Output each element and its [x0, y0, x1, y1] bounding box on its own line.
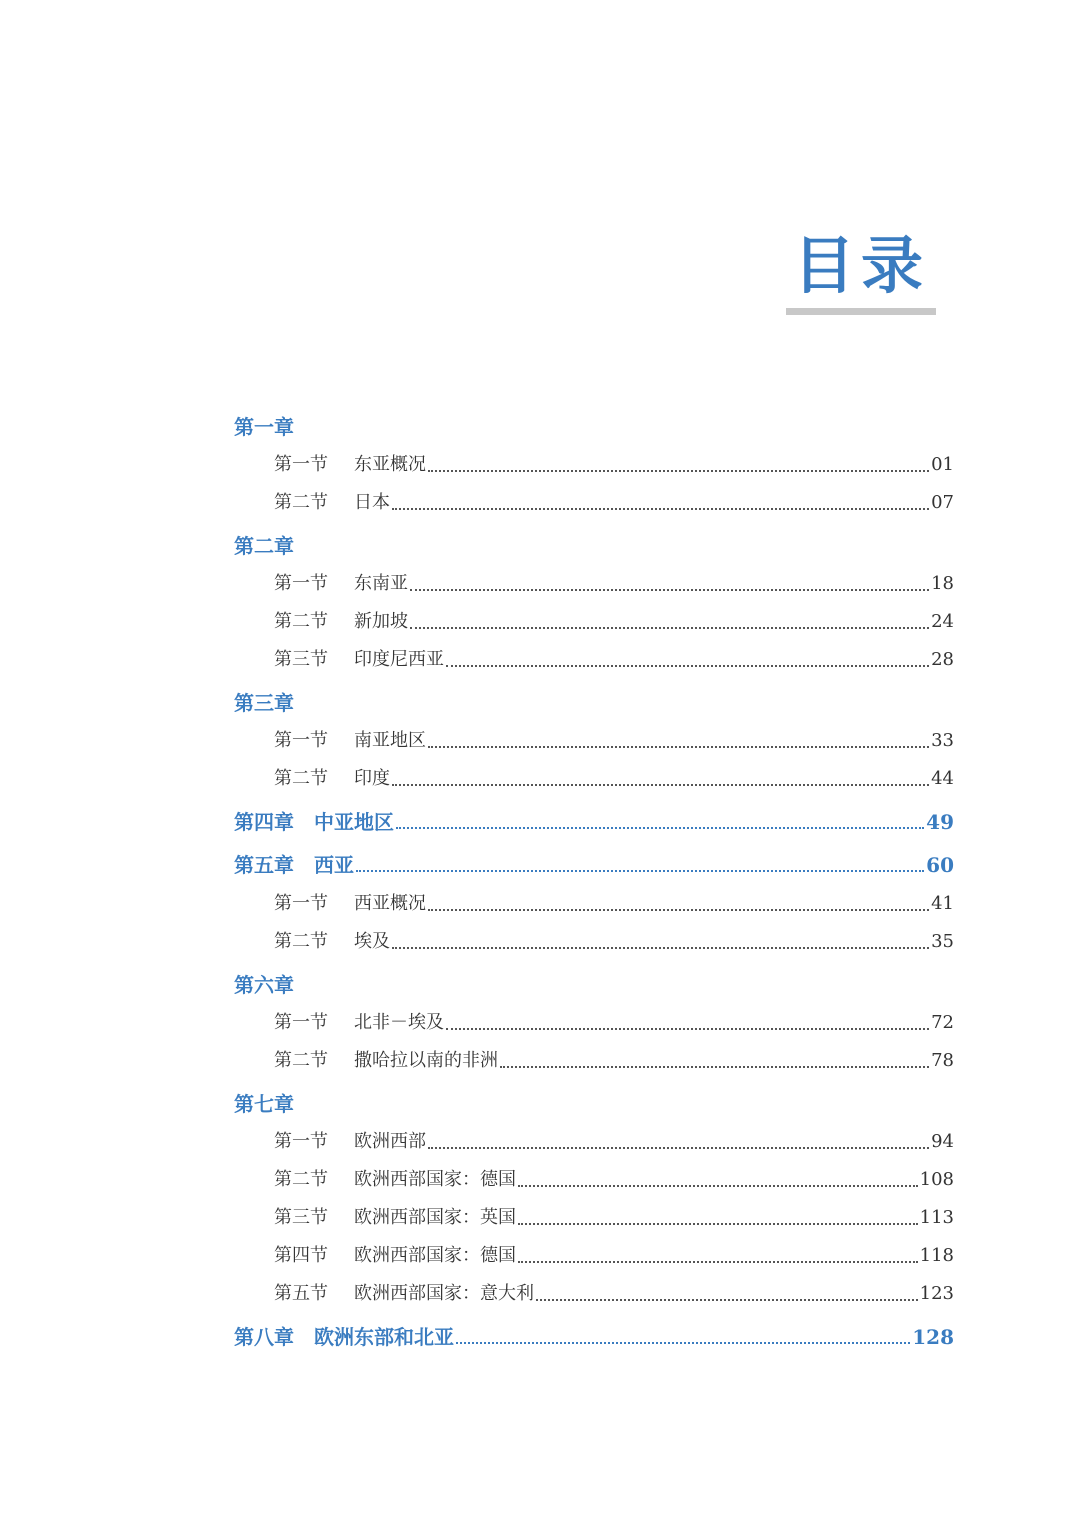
dot-leader	[428, 746, 929, 748]
section-number: 第二节	[274, 1050, 328, 1071]
page-number: 49	[926, 810, 954, 834]
section-number: 第一节	[274, 1012, 328, 1033]
chapter-number: 第七章	[234, 1092, 294, 1116]
toc-chapter-entry[interactable]	[234, 684, 954, 718]
section-number: 第一节	[274, 1131, 328, 1152]
page-number: 41	[931, 893, 954, 914]
page-number: 28	[931, 649, 954, 670]
section-number: 第一节	[274, 573, 328, 594]
toc-section-entry[interactable]	[234, 1042, 954, 1076]
section-title: 欧洲西部国家：英国	[354, 1207, 516, 1228]
toc-chapter-entry[interactable]	[234, 1318, 954, 1352]
dot-leader	[392, 947, 929, 949]
toc-title: 目录	[792, 229, 929, 302]
chapter-number: 第六章	[234, 973, 294, 997]
toc-section-entry[interactable]	[234, 446, 954, 480]
dot-leader	[536, 1299, 918, 1301]
toc-section-entry[interactable]	[234, 603, 954, 637]
dot-leader	[428, 470, 929, 472]
section-title: 南亚地区	[354, 730, 426, 751]
toc-section-entry[interactable]	[234, 484, 954, 518]
section-title: 新加坡	[354, 611, 408, 632]
section-number: 第二节	[274, 768, 328, 789]
section-number: 第五节	[274, 1283, 328, 1304]
section-title: 欧洲西部国家：德国	[354, 1245, 516, 1266]
chapter-number: 第四章	[234, 810, 294, 834]
page-number: 108	[919, 1169, 954, 1190]
page-number: 72	[931, 1012, 954, 1033]
dot-leader	[518, 1223, 918, 1225]
page-number: 18	[931, 573, 954, 594]
toc-section-entry[interactable]	[234, 1123, 954, 1157]
page-number: 07	[931, 492, 954, 513]
section-title: 日本	[354, 492, 390, 513]
section-title: 印度	[354, 768, 390, 789]
page-number: 118	[919, 1245, 954, 1266]
page-number: 44	[931, 768, 954, 789]
dot-leader	[428, 909, 929, 911]
section-number: 第四节	[274, 1245, 328, 1266]
chapter-number: 第三章	[234, 691, 294, 715]
section-title: 欧洲西部国家：意大利	[354, 1283, 534, 1304]
title-underline	[786, 308, 936, 315]
dot-leader	[446, 1028, 929, 1030]
toc-chapter-entry[interactable]	[234, 846, 954, 880]
dot-leader	[396, 827, 924, 829]
toc-chapter-entry[interactable]	[234, 408, 954, 442]
page-number: 113	[919, 1207, 954, 1228]
toc-section-entry[interactable]	[234, 1004, 954, 1038]
chapter-title: 中亚地区	[314, 810, 394, 834]
chapter-title: 欧洲东部和北亚	[314, 1325, 454, 1349]
toc-chapter-entry[interactable]	[234, 803, 954, 837]
toc-section-entry[interactable]	[234, 722, 954, 756]
toc-chapter-entry[interactable]	[234, 527, 954, 561]
page-number: 128	[912, 1325, 954, 1349]
toc-section-entry[interactable]	[234, 641, 954, 675]
page-number: 24	[931, 611, 954, 632]
dot-leader	[410, 589, 929, 591]
section-title: 东南亚	[354, 573, 408, 594]
toc-section-entry[interactable]	[234, 760, 954, 794]
page-number: 94	[931, 1131, 954, 1152]
page-number: 01	[931, 454, 954, 475]
section-title: 北非－埃及	[354, 1012, 444, 1033]
page-number: 33	[931, 730, 954, 751]
toc-section-entry[interactable]	[234, 1199, 954, 1233]
toc-section-entry[interactable]	[234, 1275, 954, 1309]
section-number: 第一节	[274, 730, 328, 751]
page-number: 123	[919, 1283, 954, 1304]
dot-leader	[392, 784, 929, 786]
toc-section-entry[interactable]	[234, 885, 954, 919]
chapter-title: 西亚	[314, 853, 354, 877]
page-number: 78	[931, 1050, 954, 1071]
section-number: 第一节	[274, 454, 328, 475]
section-title: 东亚概况	[354, 454, 426, 475]
dot-leader	[356, 870, 924, 872]
section-title: 欧洲西部国家：德国	[354, 1169, 516, 1190]
chapter-number: 第二章	[234, 534, 294, 558]
dot-leader	[446, 665, 929, 667]
section-title: 欧洲西部	[354, 1131, 426, 1152]
section-number: 第三节	[274, 649, 328, 670]
page-number: 35	[931, 931, 954, 952]
section-number: 第二节	[274, 931, 328, 952]
section-number: 第一节	[274, 893, 328, 914]
dot-leader	[518, 1185, 918, 1187]
toc-section-entry[interactable]	[234, 565, 954, 599]
dot-leader	[410, 627, 929, 629]
page-number: 60	[926, 853, 954, 877]
section-title: 印度尼西亚	[354, 649, 444, 670]
toc-chapter-entry[interactable]	[234, 966, 954, 1000]
dot-leader	[500, 1066, 929, 1068]
chapter-number: 第五章	[234, 853, 294, 877]
dot-leader	[392, 508, 929, 510]
section-title: 埃及	[354, 931, 390, 952]
dot-leader	[518, 1261, 918, 1263]
dot-leader	[456, 1342, 910, 1344]
chapter-number: 第八章	[234, 1325, 294, 1349]
dot-leader	[428, 1147, 929, 1149]
toc-heading	[786, 228, 936, 318]
section-number: 第二节	[274, 492, 328, 513]
section-title: 撒哈拉以南的非洲	[354, 1050, 498, 1071]
section-title: 西亚概况	[354, 893, 426, 914]
chapter-number: 第一章	[234, 415, 294, 439]
toc-section-entry[interactable]	[234, 923, 954, 957]
toc-section-entry[interactable]	[234, 1237, 954, 1271]
toc-section-entry[interactable]	[234, 1161, 954, 1195]
section-number: 第二节	[274, 1169, 328, 1190]
section-number: 第三节	[274, 1207, 328, 1228]
section-number: 第二节	[274, 611, 328, 632]
toc-chapter-entry[interactable]	[234, 1085, 954, 1119]
